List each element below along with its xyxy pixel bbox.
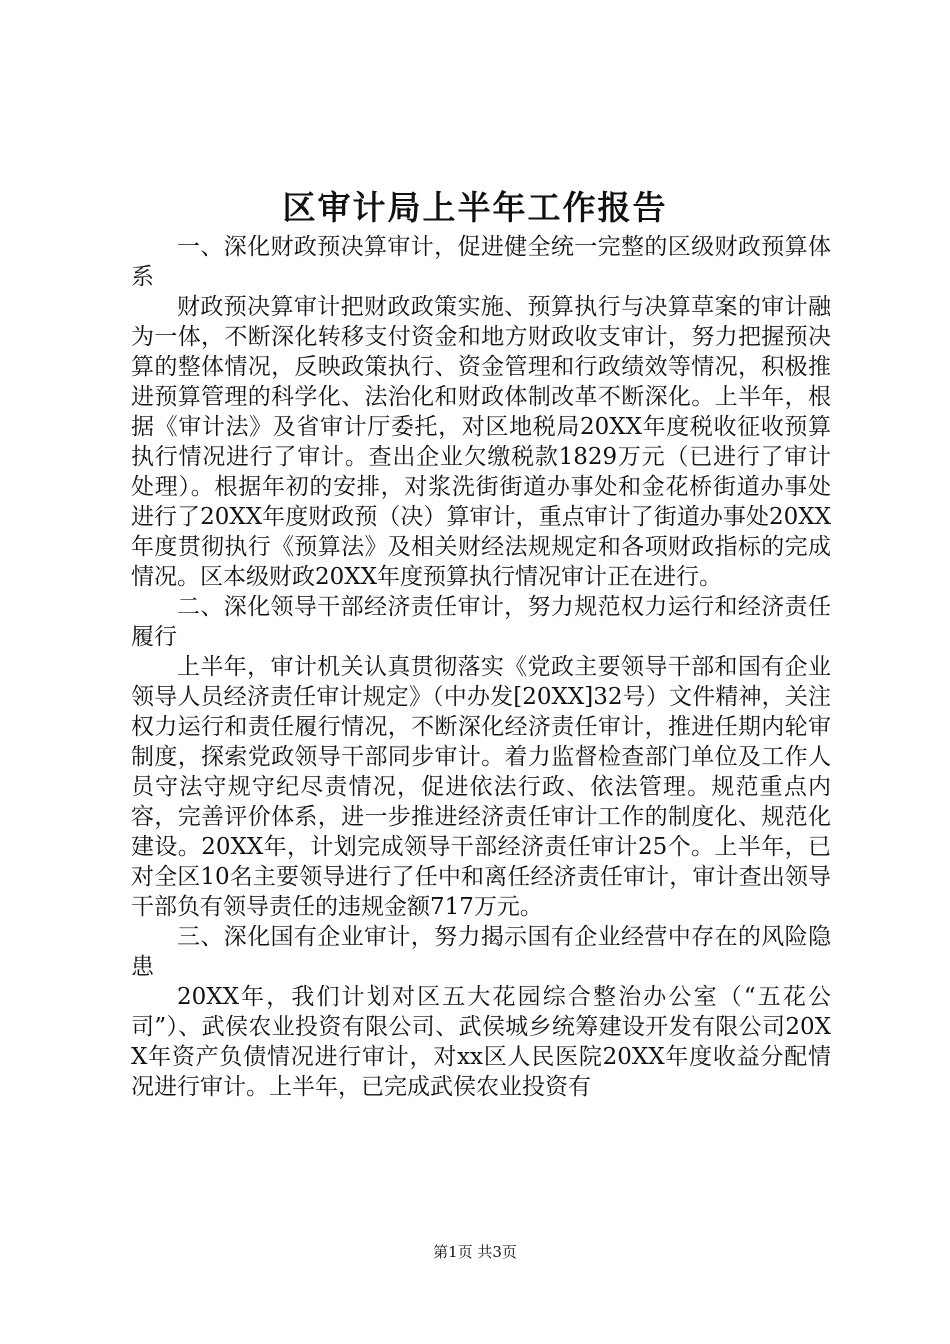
section-heading-1: 一、深化财政预决算审计，促进健全统一完整的区级财政预算体系 [131,234,831,290]
document-title: 区审计局上半年工作报告 [282,188,668,227]
paragraph-1: 财政预决算审计把财政政策实施、预算执行与决算草案的审计融为一体，不断深化转移支付资金和地方财政收支审计，努力把握预决算的整体情况，反映政策执行、资金管理和行政绩效等情况，积极推进预算管理的科学化、法治化和财政体制改革不断深化。上半年，根据《审计法》及省审计厅委托，对区地税局20XX年度税收征收预算执行情况进行了审计。查出企业欠缴税款1829万元（已进行了审计处理）。根据年初的安排，对浆洗街街道办事处和金花桥街道办事处进行了20XX年度财政预（决）算审计，重点审计了街道办事处20XX年度贯彻执行《预算法》及相关财经法规规定和各项财政指标的完成情况。区本级财政20XX年度预算执行情况审计正在进行。 [131,294,831,590]
page-number: 第1页 共3页 [433,1243,517,1261]
section-heading-2: 二、深化领导干部经济责任审计，努力规范权力运行和经济责任履行 [131,594,831,650]
section-heading-3: 三、深化国有企业审计，努力揭示国有企业经营中存在的风险隐患 [131,924,831,980]
document-body [131,232,831,1102]
paragraph-2: 上半年，审计机关认真贯彻落实《党政主要领导干部和国有企业领导人员经济责任审计规定》（中办发[20XX]32号）文件精神，关注权力运行和责任履行情况，不断深化经济责任审计，推进任期内轮审制度，探索党政领导干部同步审计。着力监督检查部门单位及工作人员守法守规守纪尽责情况，促进依法行政、依法管理。规范重点内容，完善评价体系，进一步推进经济责任审计工作的制度化、规范化建设。20XX年，计划完成领导干部经济责任审计25个。上半年，已对全区10名主要领导进行了任中和离任经济责任审计，审计查出领导干部负有领导责任的违规金额717万元。 [131,654,831,920]
paragraph-3: 20XX年，我们计划对区五大花园综合整治办公室（“五花公司”）、武侯农业投资有限公司、武侯城乡统筹建设开发有限公司20XX年资产负债情况进行审计，对xx区人民医院20XX年度收益分配情况进行审计。上半年，已完成武侯农业投资有 [131,984,831,1100]
